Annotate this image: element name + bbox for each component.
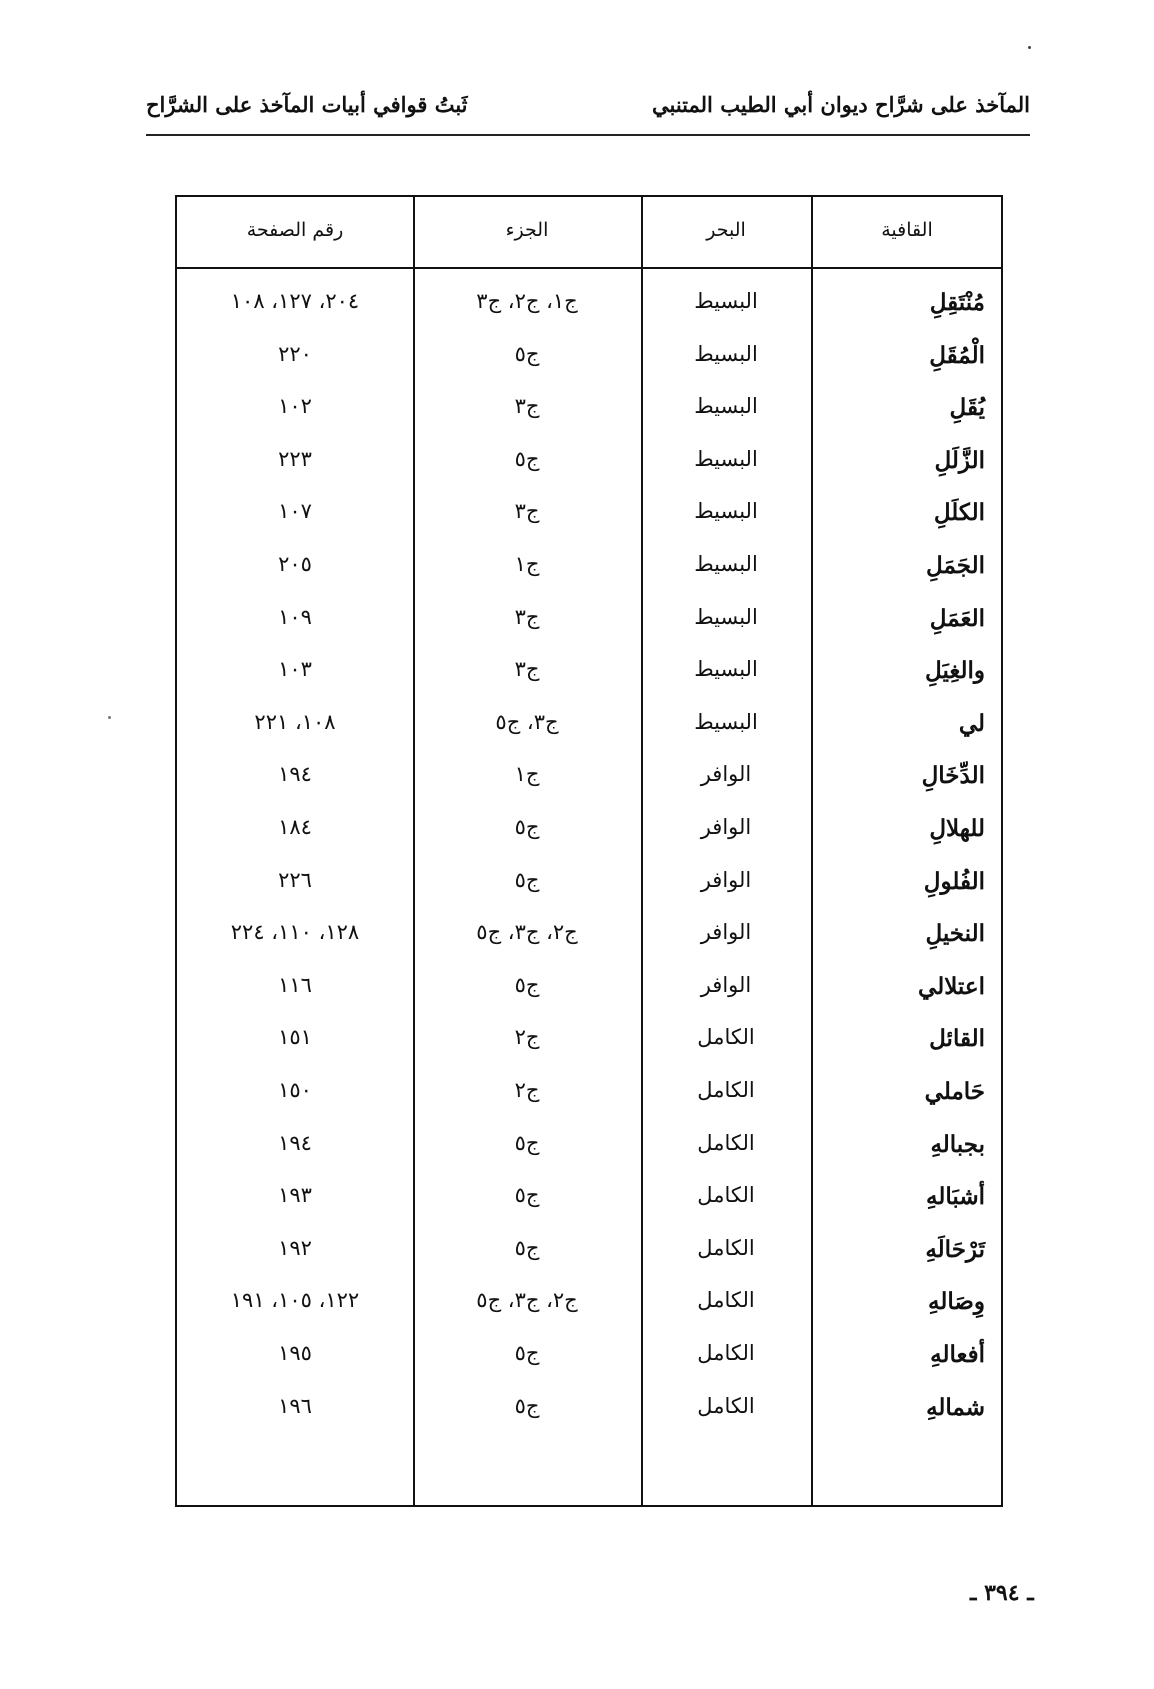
- cell-juz: ج٥: [514, 1183, 540, 1208]
- cell-bahr: الكامل: [697, 1235, 755, 1260]
- column-divider: [811, 197, 813, 1505]
- cell-juz: ج٣: [514, 394, 540, 419]
- cell-juz: ج٢: [514, 1025, 540, 1050]
- cell-juz: ج٣، ج٥: [495, 709, 559, 734]
- cell-bahr: الكامل: [697, 1078, 755, 1102]
- header-divider: [177, 267, 1001, 269]
- cell-page: ٢٠٥: [278, 552, 312, 576]
- cell-juz: ج٥: [514, 1130, 540, 1155]
- cell-juz: ج١: [514, 552, 540, 576]
- cell-page: ٢٢٣: [278, 446, 312, 471]
- cell-qafiya: الكلَلِ: [933, 499, 985, 527]
- cell-bahr: الكامل: [697, 1393, 755, 1418]
- cell-page: ١٥١: [278, 1025, 312, 1050]
- cell-juz: ج٥: [514, 1393, 540, 1418]
- cell-page: ١٠٧: [278, 499, 312, 524]
- cell-qafiya: أفعالهِ: [930, 1341, 985, 1368]
- cell-bahr: الكامل: [697, 1183, 755, 1208]
- cell-juz: ج٢، ج٣، ج٥: [476, 920, 578, 945]
- cell-juz: ج٥: [514, 867, 540, 892]
- cell-bahr: البسيط: [694, 446, 758, 471]
- book-title: المآخذ على شرَّاح ديوان أبي الطيب المتنبي: [652, 92, 1030, 117]
- cell-qafiya: أشبَالهِ: [926, 1183, 985, 1211]
- header-bahr: البحر: [706, 219, 746, 241]
- cell-bahr: البسيط: [694, 289, 758, 313]
- cell-juz: ج٢: [514, 1078, 540, 1102]
- cell-page: ١١٦: [278, 972, 312, 997]
- cell-qafiya: الدِّخَالِ: [921, 762, 985, 790]
- cell-page: ١٢٨، ١١٠، ٢٢٤: [230, 920, 360, 945]
- cell-qafiya: يُقَلِ: [949, 394, 985, 422]
- section-title: ثَبتُ قوافي أبيات المآخذ على الشرَّاح: [146, 92, 468, 117]
- cell-qafiya: لي: [958, 709, 985, 737]
- cell-juz: ج٢، ج٣، ج٥: [476, 1288, 578, 1313]
- page-number: ـ ٣٩٤ ـ: [970, 1580, 1034, 1606]
- cell-qafiya: حَاملي: [924, 1078, 985, 1105]
- cell-bahr: الوافر: [700, 972, 752, 997]
- table-grid: [177, 197, 1001, 1505]
- cell-page: ١٥٠: [278, 1078, 312, 1102]
- cell-juz: ج٥: [514, 815, 540, 839]
- cell-bahr: الكامل: [697, 1025, 755, 1050]
- cell-qafiya: القائل: [929, 1025, 985, 1053]
- cell-juz: ج١: [514, 762, 540, 787]
- cell-qafiya: الْمُقَلِ: [929, 341, 985, 369]
- cell-page: ٢٢٠: [278, 341, 312, 366]
- cell-juz: ج١، ج٢، ج٣: [476, 289, 578, 313]
- scan-speck: [108, 716, 111, 719]
- cell-bahr: البسيط: [694, 709, 758, 734]
- cell-bahr: الكامل: [697, 1288, 755, 1313]
- header-qafiya: القافية: [881, 219, 933, 241]
- cell-juz: ج٣: [514, 604, 540, 629]
- header-page: رقم الصفحة: [246, 219, 344, 241]
- cell-juz: ج٥: [514, 1235, 540, 1260]
- cell-page: ٢٢٦: [278, 867, 312, 892]
- cell-page: ١٠٩: [278, 604, 312, 629]
- cell-juz: ج٥: [514, 446, 540, 471]
- scan-speck: [1028, 46, 1031, 49]
- cell-page: ١٠٣: [278, 657, 312, 682]
- cell-juz: ج٥: [514, 1341, 540, 1365]
- cell-page: ١٩٥: [278, 1341, 312, 1365]
- cell-juz: ج٣: [514, 657, 540, 682]
- cell-qafiya: شمالهِ: [926, 1393, 985, 1421]
- cell-bahr: البسيط: [694, 499, 758, 524]
- cell-bahr: البسيط: [694, 604, 758, 629]
- cell-qafiya: للهلالِ: [929, 815, 985, 842]
- cell-page: ١٢٢، ١٠٥، ١٩١: [230, 1288, 360, 1313]
- cell-bahr: الوافر: [700, 867, 752, 892]
- cell-page: ١٨٤: [278, 815, 312, 839]
- header-juz: الجزء: [505, 219, 549, 241]
- cell-juz: ج٥: [514, 341, 540, 366]
- cell-qafiya: الجَمَلِ: [926, 552, 985, 579]
- cell-page: ١٠٢: [278, 394, 312, 419]
- cell-qafiya: الفُلولِ: [923, 867, 985, 895]
- cell-qafiya: وِصَالهِ: [928, 1288, 985, 1316]
- cell-bahr: الكامل: [697, 1341, 755, 1365]
- cell-page: ٢٠٤، ١٢٧، ١٠٨: [230, 289, 360, 313]
- cell-juz: ج٥: [514, 972, 540, 997]
- cell-bahr: البسيط: [694, 394, 758, 419]
- cell-bahr: الوافر: [700, 815, 752, 839]
- cell-qafiya: الزَّلَلِ: [934, 446, 985, 474]
- cell-qafiya: بجبالهِ: [930, 1130, 985, 1158]
- cell-page: ١٩٣: [278, 1183, 312, 1208]
- cell-qafiya: مُنْتَقِلِ: [929, 289, 985, 316]
- cell-qafiya: والغِيَلِ: [925, 657, 985, 685]
- cell-page: ١٩٦: [278, 1393, 312, 1418]
- cell-qafiya: اعتلالي: [918, 972, 985, 1000]
- cell-juz: ج٣: [514, 499, 540, 524]
- cell-qafiya: العَمَلِ: [929, 604, 985, 632]
- cell-qafiya: النخيلِ: [925, 920, 985, 948]
- cell-bahr: الوافر: [700, 920, 752, 945]
- page-header: [146, 86, 1030, 136]
- cell-page: ١٩٤: [278, 762, 312, 787]
- cell-bahr: البسيط: [694, 657, 758, 682]
- cell-page: ١٠٨، ٢٢١: [254, 709, 336, 734]
- cell-bahr: البسيط: [694, 341, 758, 366]
- cell-qafiya: تَرْحَالَهِ: [925, 1235, 985, 1263]
- cell-bahr: الكامل: [697, 1130, 755, 1155]
- cell-page: ١٩٤: [278, 1130, 312, 1155]
- cell-page: ١٩٢: [278, 1235, 312, 1260]
- rhymes-table: [175, 195, 1003, 1507]
- cell-bahr: الوافر: [700, 762, 752, 787]
- cell-bahr: البسيط: [694, 552, 758, 576]
